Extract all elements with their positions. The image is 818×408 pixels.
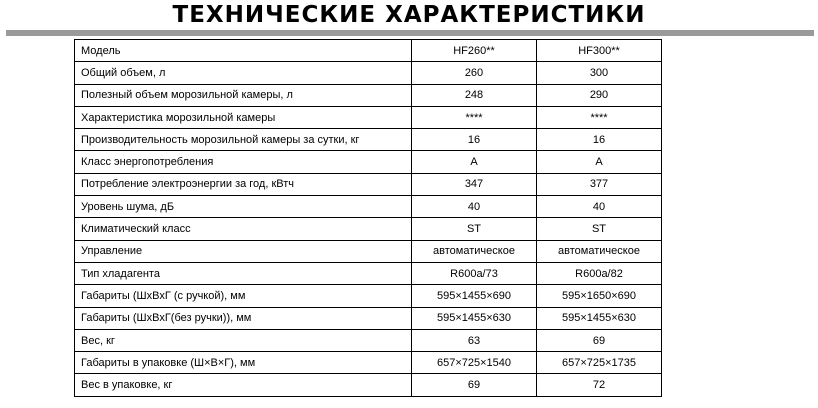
- header-label-cell: Модель: [75, 40, 412, 62]
- param-cell: Габариты (ШхВхГ (с ручкой), мм: [75, 285, 412, 307]
- model-2-value-cell: ST: [537, 218, 662, 240]
- table-row: [75, 196, 662, 218]
- model-2-value-cell: 72: [537, 374, 662, 396]
- table-row: [75, 129, 662, 151]
- param-cell: Вес в упаковке, кг: [75, 374, 412, 396]
- table-row: [75, 218, 662, 240]
- model-2-value-cell: 290: [537, 84, 662, 106]
- param-cell: Уровень шума, дБ: [75, 196, 412, 218]
- table-row: [75, 240, 662, 262]
- param-cell: Общий объем, л: [75, 62, 412, 84]
- model-1-value-cell: ST: [412, 218, 537, 240]
- param-cell: Потребление электроэнергии за год, кВтч: [75, 173, 412, 195]
- table-header-row: [75, 40, 662, 62]
- param-cell: Вес, кг: [75, 329, 412, 351]
- table-row: [75, 352, 662, 374]
- title-underline: [6, 30, 814, 36]
- model-1-value-cell: 595×1455×630: [412, 307, 537, 329]
- param-cell: Производительность морозильной камеры за сутки, кг: [75, 129, 412, 151]
- model-1-value-cell: 40: [412, 196, 537, 218]
- param-cell: Характеристика морозильной камеры: [75, 106, 412, 128]
- page-title: ТЕХНИЧЕСКИЕ ХАРАКТЕРИСТИКИ: [172, 2, 646, 28]
- model-2-value-cell: A: [537, 151, 662, 173]
- table-row: [75, 173, 662, 195]
- model-1-value-cell: 248: [412, 84, 537, 106]
- model-2-value-cell: 595×1650×690: [537, 285, 662, 307]
- table-row: [75, 262, 662, 284]
- model-2-value-cell: 40: [537, 196, 662, 218]
- table-row: [75, 106, 662, 128]
- model-1-value-cell: 16: [412, 129, 537, 151]
- param-cell: Класс энергопотребления: [75, 151, 412, 173]
- model-1-value-cell: 63: [412, 329, 537, 351]
- table-row: [75, 285, 662, 307]
- table-row: [75, 84, 662, 106]
- table-row: [75, 374, 662, 396]
- model-1-value-cell: ****: [412, 106, 537, 128]
- specifications-table-body: [75, 40, 662, 397]
- model-2-value-cell: 300: [537, 62, 662, 84]
- model-1-value-cell: 69: [412, 374, 537, 396]
- param-cell: Управление: [75, 240, 412, 262]
- table-row: [75, 151, 662, 173]
- model-1-value-cell: A: [412, 151, 537, 173]
- model-2-value-cell: 595×1455×630: [537, 307, 662, 329]
- param-cell: Тип хладагента: [75, 262, 412, 284]
- header-model-2-cell: HF300**: [537, 40, 662, 62]
- specifications-table: [74, 39, 662, 397]
- table-row: [75, 329, 662, 351]
- param-cell: Климатический класс: [75, 218, 412, 240]
- model-1-value-cell: 347: [412, 173, 537, 195]
- model-2-value-cell: 69: [537, 329, 662, 351]
- model-1-value-cell: 260: [412, 62, 537, 84]
- model-2-value-cell: 377: [537, 173, 662, 195]
- header-model-1-cell: HF260**: [412, 40, 537, 62]
- model-1-value-cell: 657×725×1540: [412, 352, 537, 374]
- model-2-value-cell: автоматическое: [537, 240, 662, 262]
- table-row: [75, 62, 662, 84]
- model-2-value-cell: 16: [537, 129, 662, 151]
- model-1-value-cell: R600a/73: [412, 262, 537, 284]
- model-2-value-cell: 657×725×1735: [537, 352, 662, 374]
- model-2-value-cell: ****: [537, 106, 662, 128]
- param-cell: Габариты в упаковке (Ш×В×Г), мм: [75, 352, 412, 374]
- model-2-value-cell: R600a/82: [537, 262, 662, 284]
- param-cell: Полезный объем морозильной камеры, л: [75, 84, 412, 106]
- param-cell: Габариты (ШхВхГ(без ручки)), мм: [75, 307, 412, 329]
- model-1-value-cell: автоматическое: [412, 240, 537, 262]
- model-1-value-cell: 595×1455×690: [412, 285, 537, 307]
- table-row: [75, 307, 662, 329]
